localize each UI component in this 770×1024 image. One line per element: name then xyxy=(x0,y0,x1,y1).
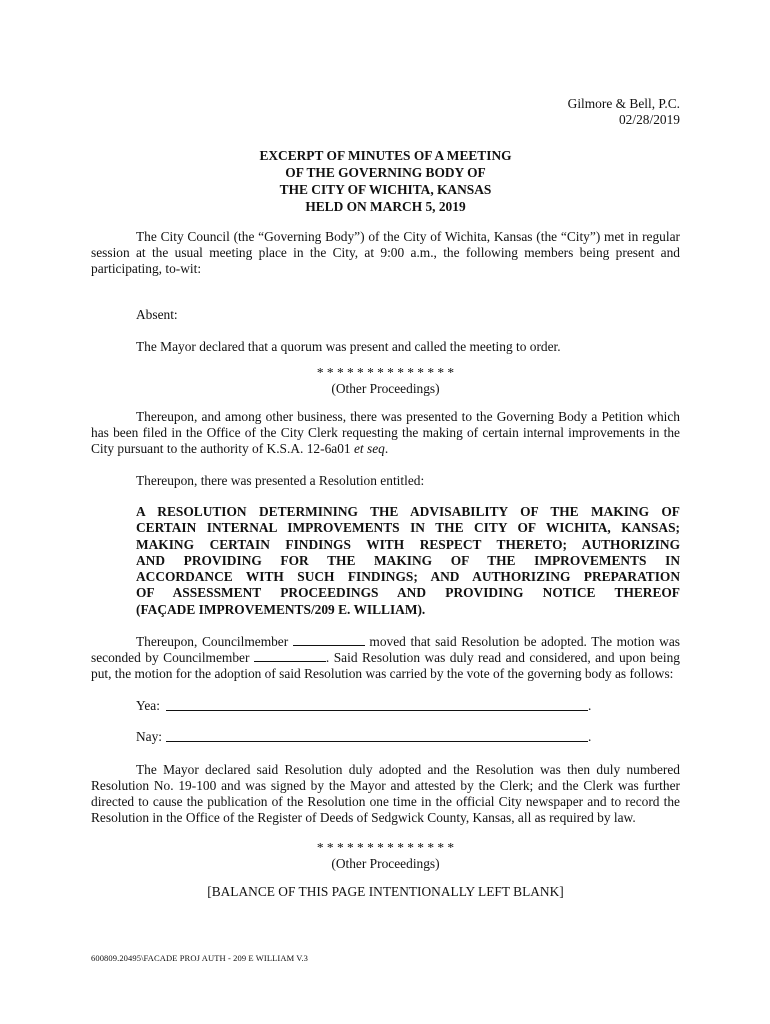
resolution-line: CERTAIN INTERNAL IMPROVEMENTS IN THE CITY OF WICHITA, KANSAS; xyxy=(136,520,680,536)
header-date: 02/28/2019 xyxy=(618,112,680,127)
resolution-line: AND PROVIDING FOR THE MAKING OF THE IMPROVEMENTS IN xyxy=(136,552,680,568)
quorum-paragraph: The Mayor declared that a quorum was present and called the meeting to order. xyxy=(136,339,561,354)
nay-period: . xyxy=(588,729,592,745)
resolution-title xyxy=(91,504,680,618)
motion-text-c: . Said Resolution was duly read and considered, and upon being put, the motion for the adoption of said Resolution was carried by the vote of the governing body as follows: xyxy=(91,650,680,682)
resolution-intro: Thereupon, there was presented a Resolution entitled: xyxy=(136,473,425,488)
section-separator: * * * * * * * * * * * * * * xyxy=(316,840,455,856)
yea-period: . xyxy=(588,698,592,714)
resolution-line: OF ASSESSMENT PROCEEDINGS AND PROVIDING NOTICE THEREOF xyxy=(136,585,680,601)
motion-text-b: moved that said Resolution be adopted. The motion was seconded by Councilmember xyxy=(91,634,680,666)
title-line-4: HELD ON MARCH 5, 2019 xyxy=(305,199,466,214)
absent-label: Absent: xyxy=(136,307,178,322)
other-proceedings: (Other Proceedings) xyxy=(331,856,440,872)
motion-text-a: Thereupon, Councilmember xyxy=(136,634,289,650)
other-proceedings: (Other Proceedings) xyxy=(331,381,440,396)
title-line-1: EXCERPT OF MINUTES OF A MEETING xyxy=(259,148,512,163)
councilmember-blank-1[interactable] xyxy=(293,635,365,646)
yea-label: Yea: xyxy=(136,698,160,714)
document-title xyxy=(91,147,680,215)
document-page xyxy=(91,96,680,900)
adopted-paragraph: The Mayor declared said Resolution duly adopted and the Resolution was then duly numbered Resolution No. 19-100 and was signed by the Mayor and attested by the Clerk; and the Clerk was further directed to cause the publication of the Resolution one time in the official City newspaper and to record the Resolution in the Office of the Register of Deeds of Sedgwick County, Kansas, all as required by law. xyxy=(91,762,680,826)
nay-blank[interactable] xyxy=(166,729,588,742)
petition-paragraph xyxy=(91,409,680,457)
yea-line xyxy=(91,698,680,714)
nay-line xyxy=(91,729,680,745)
intro-paragraph: The City Council (the “Governing Body”) of the City of Wichita, Kansas (the “City”) met in regular session at the usual meeting place in the City, at 9:00 a.m., the following members being present and participating, to-wit: xyxy=(91,229,680,276)
resolution-line: ACCORDANCE WITH SUCH FINDINGS; AND AUTHORIZING PREPARATION xyxy=(136,569,680,585)
petition-end: . xyxy=(384,441,389,456)
resolution-line: A RESOLUTION DETERMINING THE ADVISABILITY OF THE MAKING OF xyxy=(136,504,680,519)
title-line-2: OF THE GOVERNING BODY OF xyxy=(285,165,486,180)
footer-doc-id: 600809.20495\FACADE PROJ AUTH - 209 E WILLIAM V.3 xyxy=(91,953,309,963)
title-line-3: THE CITY OF WICHITA, KANSAS xyxy=(279,182,492,197)
petition-italic: et seq xyxy=(353,441,385,456)
petition-text: Thereupon, and among other business, there was presented to the Governing Body a Petition which has been filed in the Office of the City Clerk requesting the making of certain internal improvements in the City pursuant to the authority of K.S.A. 12-6a01 xyxy=(91,409,680,456)
section-separator: * * * * * * * * * * * * * * xyxy=(316,365,455,380)
motion-paragraph xyxy=(91,634,680,682)
councilmember-blank-2[interactable] xyxy=(254,651,326,662)
resolution-line: (FAÇADE IMPROVEMENTS/209 E. WILLIAM). xyxy=(136,601,426,617)
yea-blank[interactable] xyxy=(166,698,588,711)
nay-label: Nay: xyxy=(136,729,163,745)
resolution-line: MAKING CERTAIN FINDINGS WITH RESPECT THERETO; AUTHORIZING xyxy=(136,536,680,552)
header-firm: Gilmore & Bell, P.C. xyxy=(567,96,680,111)
blank-page-notice: [BALANCE OF THIS PAGE INTENTIONALLY LEFT BLANK] xyxy=(207,884,564,900)
